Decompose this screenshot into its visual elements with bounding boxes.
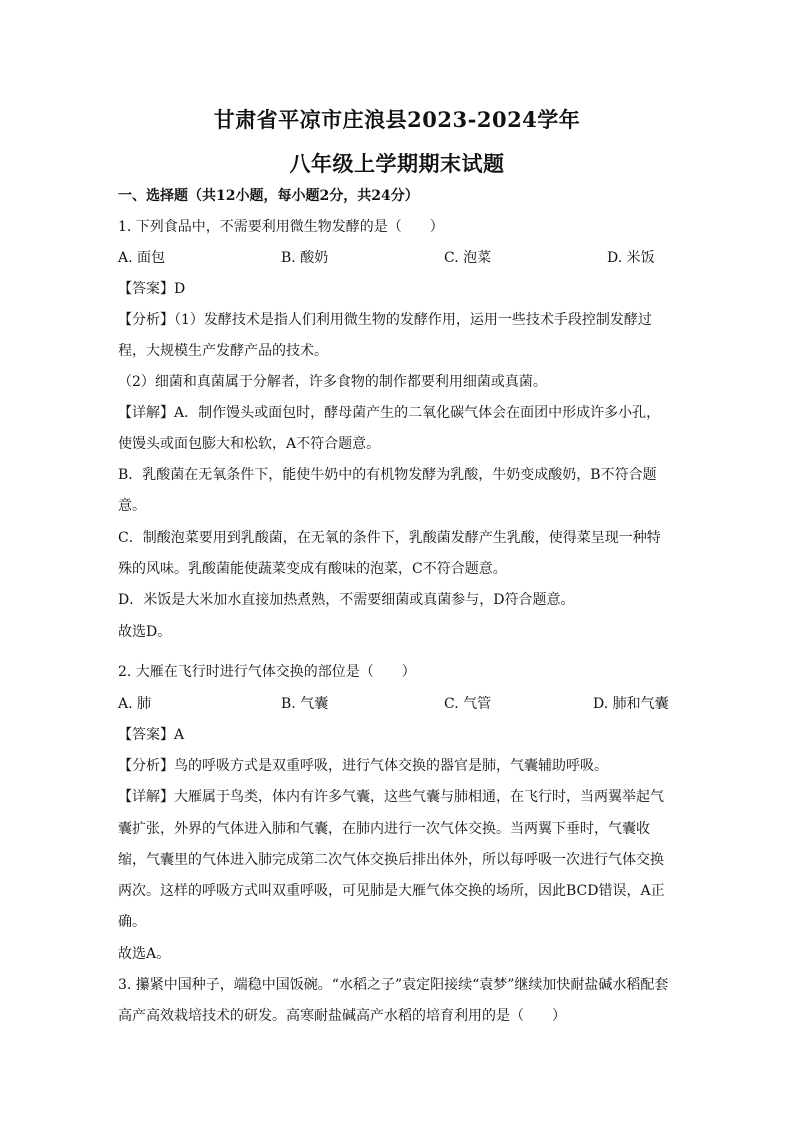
q1-detail-line: 殊的风味。乳酸菌能使蔬菜变成有酸味的泡菜，C不符合题意。 — [118, 561, 507, 577]
q1-option-d: D. 米饭 — [607, 250, 655, 266]
q1-detail-line: 【详解】A．制作馒头或面包时，酵母菌产生的二氧化碳气体会在面团中形成许多小孔， — [118, 405, 661, 421]
q2-detail-line: 确。 — [118, 914, 146, 930]
q2-detail-line: 【详解】大雁属于鸟类，体内有许多气囊，这些气囊与肺相通，在飞行时，当两翼举起气 — [118, 789, 664, 805]
q1-option-c: C. 泡菜 — [444, 250, 492, 266]
q1-detail-line: 意。 — [118, 498, 146, 514]
q2-conclusion: 故选A。 — [118, 946, 171, 962]
q1-analysis-line: 【分析】（1）发酵技术是指人们利用微生物的发酵作用，运用一些技术手段控制发酵过 — [118, 312, 652, 328]
question-2-stem: 2. 大雁在飞行时进行气体交换的部位是（ ） — [118, 664, 416, 680]
q2-detail-line: 缩，气囊里的气体进入肺完成第二次气体交换后排出体外，所以每呼吸一次进行气体交换 — [118, 852, 664, 868]
q1-analysis-line: 程，大规模生产发酵产品的技术。 — [118, 343, 328, 359]
section-heading: 一、选择题（共12小题，每小题2分，共24分） — [118, 188, 419, 204]
q1-option-b: B. 酸奶 — [281, 250, 329, 266]
q2-option-a: A. 肺 — [118, 696, 152, 712]
q2-analysis-line: 【分析】鸟的呼吸方式是双重呼吸，进行气体交换的器官是肺，气囊辅助呼吸。 — [118, 758, 608, 774]
q2-option-c: C. 气管 — [444, 696, 492, 712]
q1-detail-line: B．乳酸菌在无氧条件下，能使牛奶中的有机物发酵为乳酸，牛奶变成酸奶，B不符合题 — [118, 467, 657, 483]
q2-option-b: B. 气囊 — [281, 696, 329, 712]
q2-answer: 【答案】A — [118, 727, 185, 743]
q1-detail-line: C．制酸泡菜要用到乳酸菌，在无氧的条件下，乳酸菌发酵产生乳酸，使得菜呈现一种特 — [118, 530, 661, 546]
q1-detail-line: D．米饭是大米加水直接加热煮熟，不需要细菌或真菌参与，D符合题意。 — [118, 592, 575, 608]
question-1-stem: 1. 下列食品中，不需要利用微生物发酵的是（ ） — [118, 219, 444, 235]
q2-detail-line: 两次。这样的呼吸方式叫双重呼吸，可见肺是大雁气体交换的场所，因此BCD错误，A正 — [118, 883, 665, 899]
question-3-stem: 高产高效栽培技术的研发。高寒耐盐碱高产水稻的培育利用的是（ ） — [118, 1008, 566, 1024]
q1-answer: 【答案】D — [118, 281, 186, 297]
q2-detail-line: 囊扩张，外界的气体进入肺和气囊，在肺内进行一次气体交换。当两翼下垂时，气囊收 — [118, 821, 650, 837]
document-title-line2: 八年级上学期期末试题 — [289, 151, 505, 176]
question-3-stem: 3. 攥紧中国种子，端稳中国饭碗。“水稻之子”袁定阳接续“袁梦”继续加快耐盐碱水稻配套 — [118, 977, 669, 993]
q1-conclusion: 故选D。 — [118, 624, 172, 640]
q1-detail-line: 使馒头或面包膨大和松软，A不符合题意。 — [118, 436, 381, 452]
q2-option-d: D. 肺和气囊 — [593, 696, 669, 712]
q1-analysis-line: （2）细菌和真菌属于分解者，许多食物的制作都要利用细菌或真菌。 — [118, 374, 547, 390]
document-title-line1: 甘肃省平凉市庄浪县2023-2024学年 — [213, 107, 581, 132]
q1-option-a: A. 面包 — [118, 250, 166, 266]
